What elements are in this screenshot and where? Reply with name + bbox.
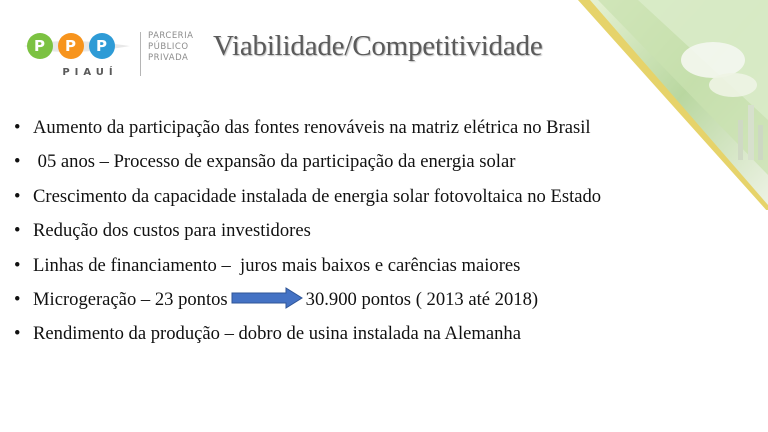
slide-title: Viabilidade/Competitividade [213,30,543,62]
logo-letter-p3: P [96,37,107,55]
list-item [14,117,754,151]
bullet-text: Linhas de financiamento – juros mais baixos e carências maiores [33,254,521,276]
list-item [14,289,754,323]
list-item [14,220,754,254]
bullet-text: 05 anos – Processo de expansão da participação da energia solar [33,151,516,173]
list-item [14,186,754,220]
bullet-text: Redução dos custos para investidores [33,220,311,242]
bullet-dot: • [14,220,21,242]
logo-subtitle-line: PRIVADA [148,53,189,63]
list-item [14,323,754,357]
bullet-text: Rendimento da produção – dobro de usina instalada na Alemanha [33,323,521,345]
bullet-text-end: 30.900 pontos ( 2013 até 2018) [305,288,539,310]
logo-subtitle-line: PARCERIA [148,31,194,41]
bullet-dot: • [14,288,21,310]
bullet-dot: • [14,117,21,138]
arrow-right-icon [228,289,306,307]
bullet-text: Crescimento da capacidade instalada de energia solar fotovoltaica no Estado [33,185,602,207]
list-item [14,255,754,289]
bullet-dot: • [14,151,21,173]
bullet-dot: • [14,185,21,207]
bullet-dot: • [14,254,21,276]
logo-subtitle-line: PÚBLICO [148,42,189,52]
bullet-text: Aumento da participação das fontes renováveis na matriz elétrica no Brasil [33,117,591,138]
bullet-dot: • [14,323,21,345]
logo-divider [140,32,141,76]
logo-wordmark: PIAUÍ [62,67,118,78]
bullet-text: Microgeração – 23 pontos [33,288,228,310]
ppp-piaui-logo [20,30,220,82]
logo-subtitle [148,31,218,64]
logo-letter-p1: P [34,37,45,55]
list-item [14,151,754,185]
bullet-list [14,117,754,358]
logo-letter-p2: P [65,37,76,55]
